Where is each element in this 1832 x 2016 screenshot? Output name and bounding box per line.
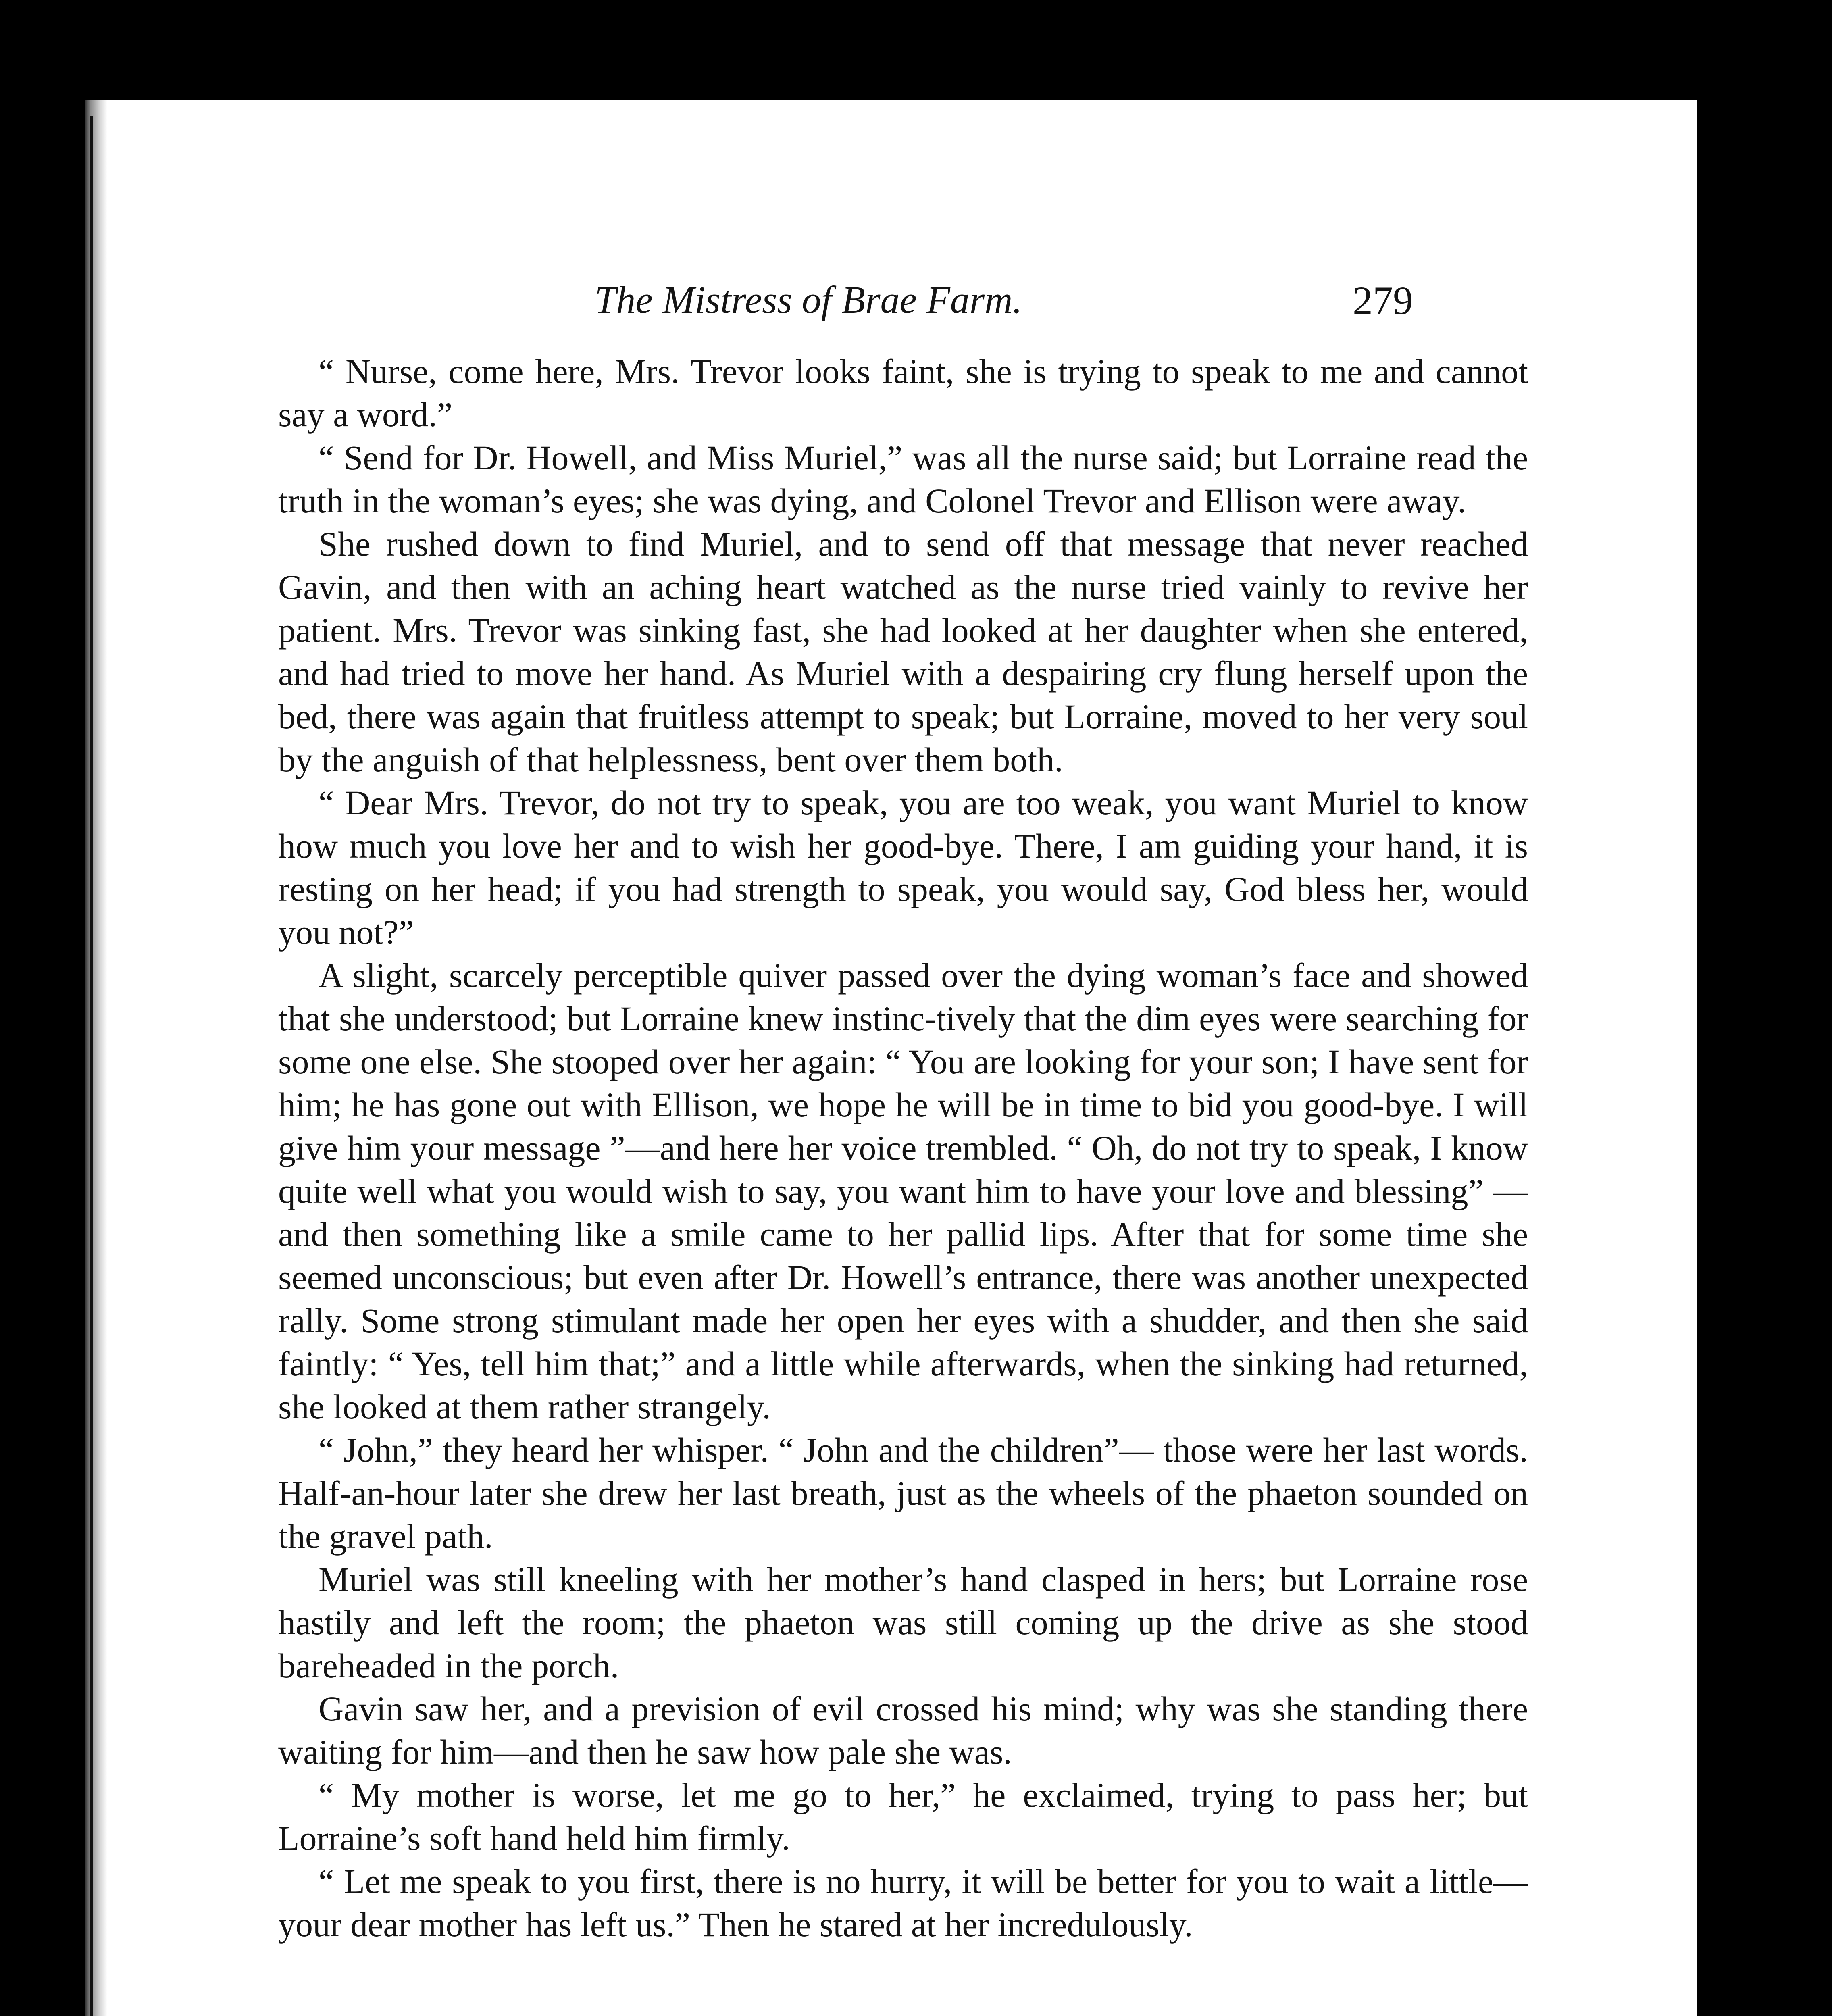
gutter-line — [90, 116, 93, 2016]
page-number: 279 — [1353, 278, 1413, 323]
book-page — [85, 100, 1697, 2016]
paragraph: Muriel was still kneeling with her mother’s hand clasped in hers; but Lorraine rose hastily and left the room; the phaeton was still coming up the drive as she stood bareheaded in the porch. — [278, 1560, 1528, 1685]
paragraph: “ Nurse, come here, Mrs. Trevor looks faint, she is trying to speak to me and cannot say a word.” — [278, 352, 1528, 434]
running-head — [85, 277, 1697, 326]
paragraph: “ Send for Dr. Howell, and Miss Muriel,” was all the nurse said; but Lorraine read the truth in the woman’s eyes; she was dying, and Colonel Trevor and Ellison were away. — [278, 438, 1528, 520]
paragraph: “ Dear Mrs. Trevor, do not try to speak, you are too weak, you want Muriel to know how much you love her and to wish her good-bye. There, I am guiding your hand, it is resting on her head; if you had strength to speak, you would say, God bless her, would you not?” — [278, 783, 1528, 952]
paragraph: “ John,” they heard her whisper. “ John and the children”— those were her last words. Half-an-hour later she drew her last breath, just as the wheels of the phaeton sounded on the gravel path. — [278, 1431, 1528, 1556]
paragraph: Gavin saw her, and a prevision of evil crossed his mind; why was she standing there waiting for him—and then he saw how pale she was. — [278, 1689, 1528, 1771]
running-title: The Mistress of Brae Farm. — [595, 278, 1022, 321]
paragraph: She rushed down to find Muriel, and to send off that message that never reached Gavin, and then with an aching heart watched as the nurse tried vainly to revive her patient. Mrs. Trevor was sinking fast, she had looked at her daughter when she entered, and had tried to move her hand. As Muriel with a despairing cry flung herself upon the bed, there was again that fruitless attempt to speak; but Lorraine, moved to her very soul by the anguish of that helplessness, bent over them both. — [278, 525, 1528, 779]
paragraph: A slight, scarcely perceptible quiver passed over the dying woman’s face and showed that she understood; but Lorraine knew instinc-tively that the dim eyes were searching for some one else. She stooped over her again: “ You are looking for your son; I have sent for him; he has gone out with Ellison, we hope he will be in time to bid you good-bye. I will give him your message ”—and here her voice trembled. “ Oh, do not try to speak, I know quite well what you would wish to say, you want him to have your love and blessing” —and then something like a smile came to her pallid lips. After that for some time she seemed unconscious; but even after Dr. Howell’s entrance, there was another unexpected rally. Some strong stimulant made her open her eyes with a shudder, and then she said faintly: “ Yes, tell him that;” and a little while afterwards, when the sinking had returned, she looked at them rather strangely. — [278, 956, 1528, 1426]
body-text — [278, 350, 1528, 1946]
paragraph: “ My mother is worse, let me go to her,” he exclaimed, trying to pass her; but Lorraine’s soft hand held him firmly. — [278, 1776, 1528, 1858]
gutter-shadow — [85, 100, 107, 2016]
paragraph: “ Let me speak to you first, there is no hurry, it will be better for you to wait a little—your dear mother has left us.” Then he stared at her incredulously. — [278, 1862, 1528, 1944]
